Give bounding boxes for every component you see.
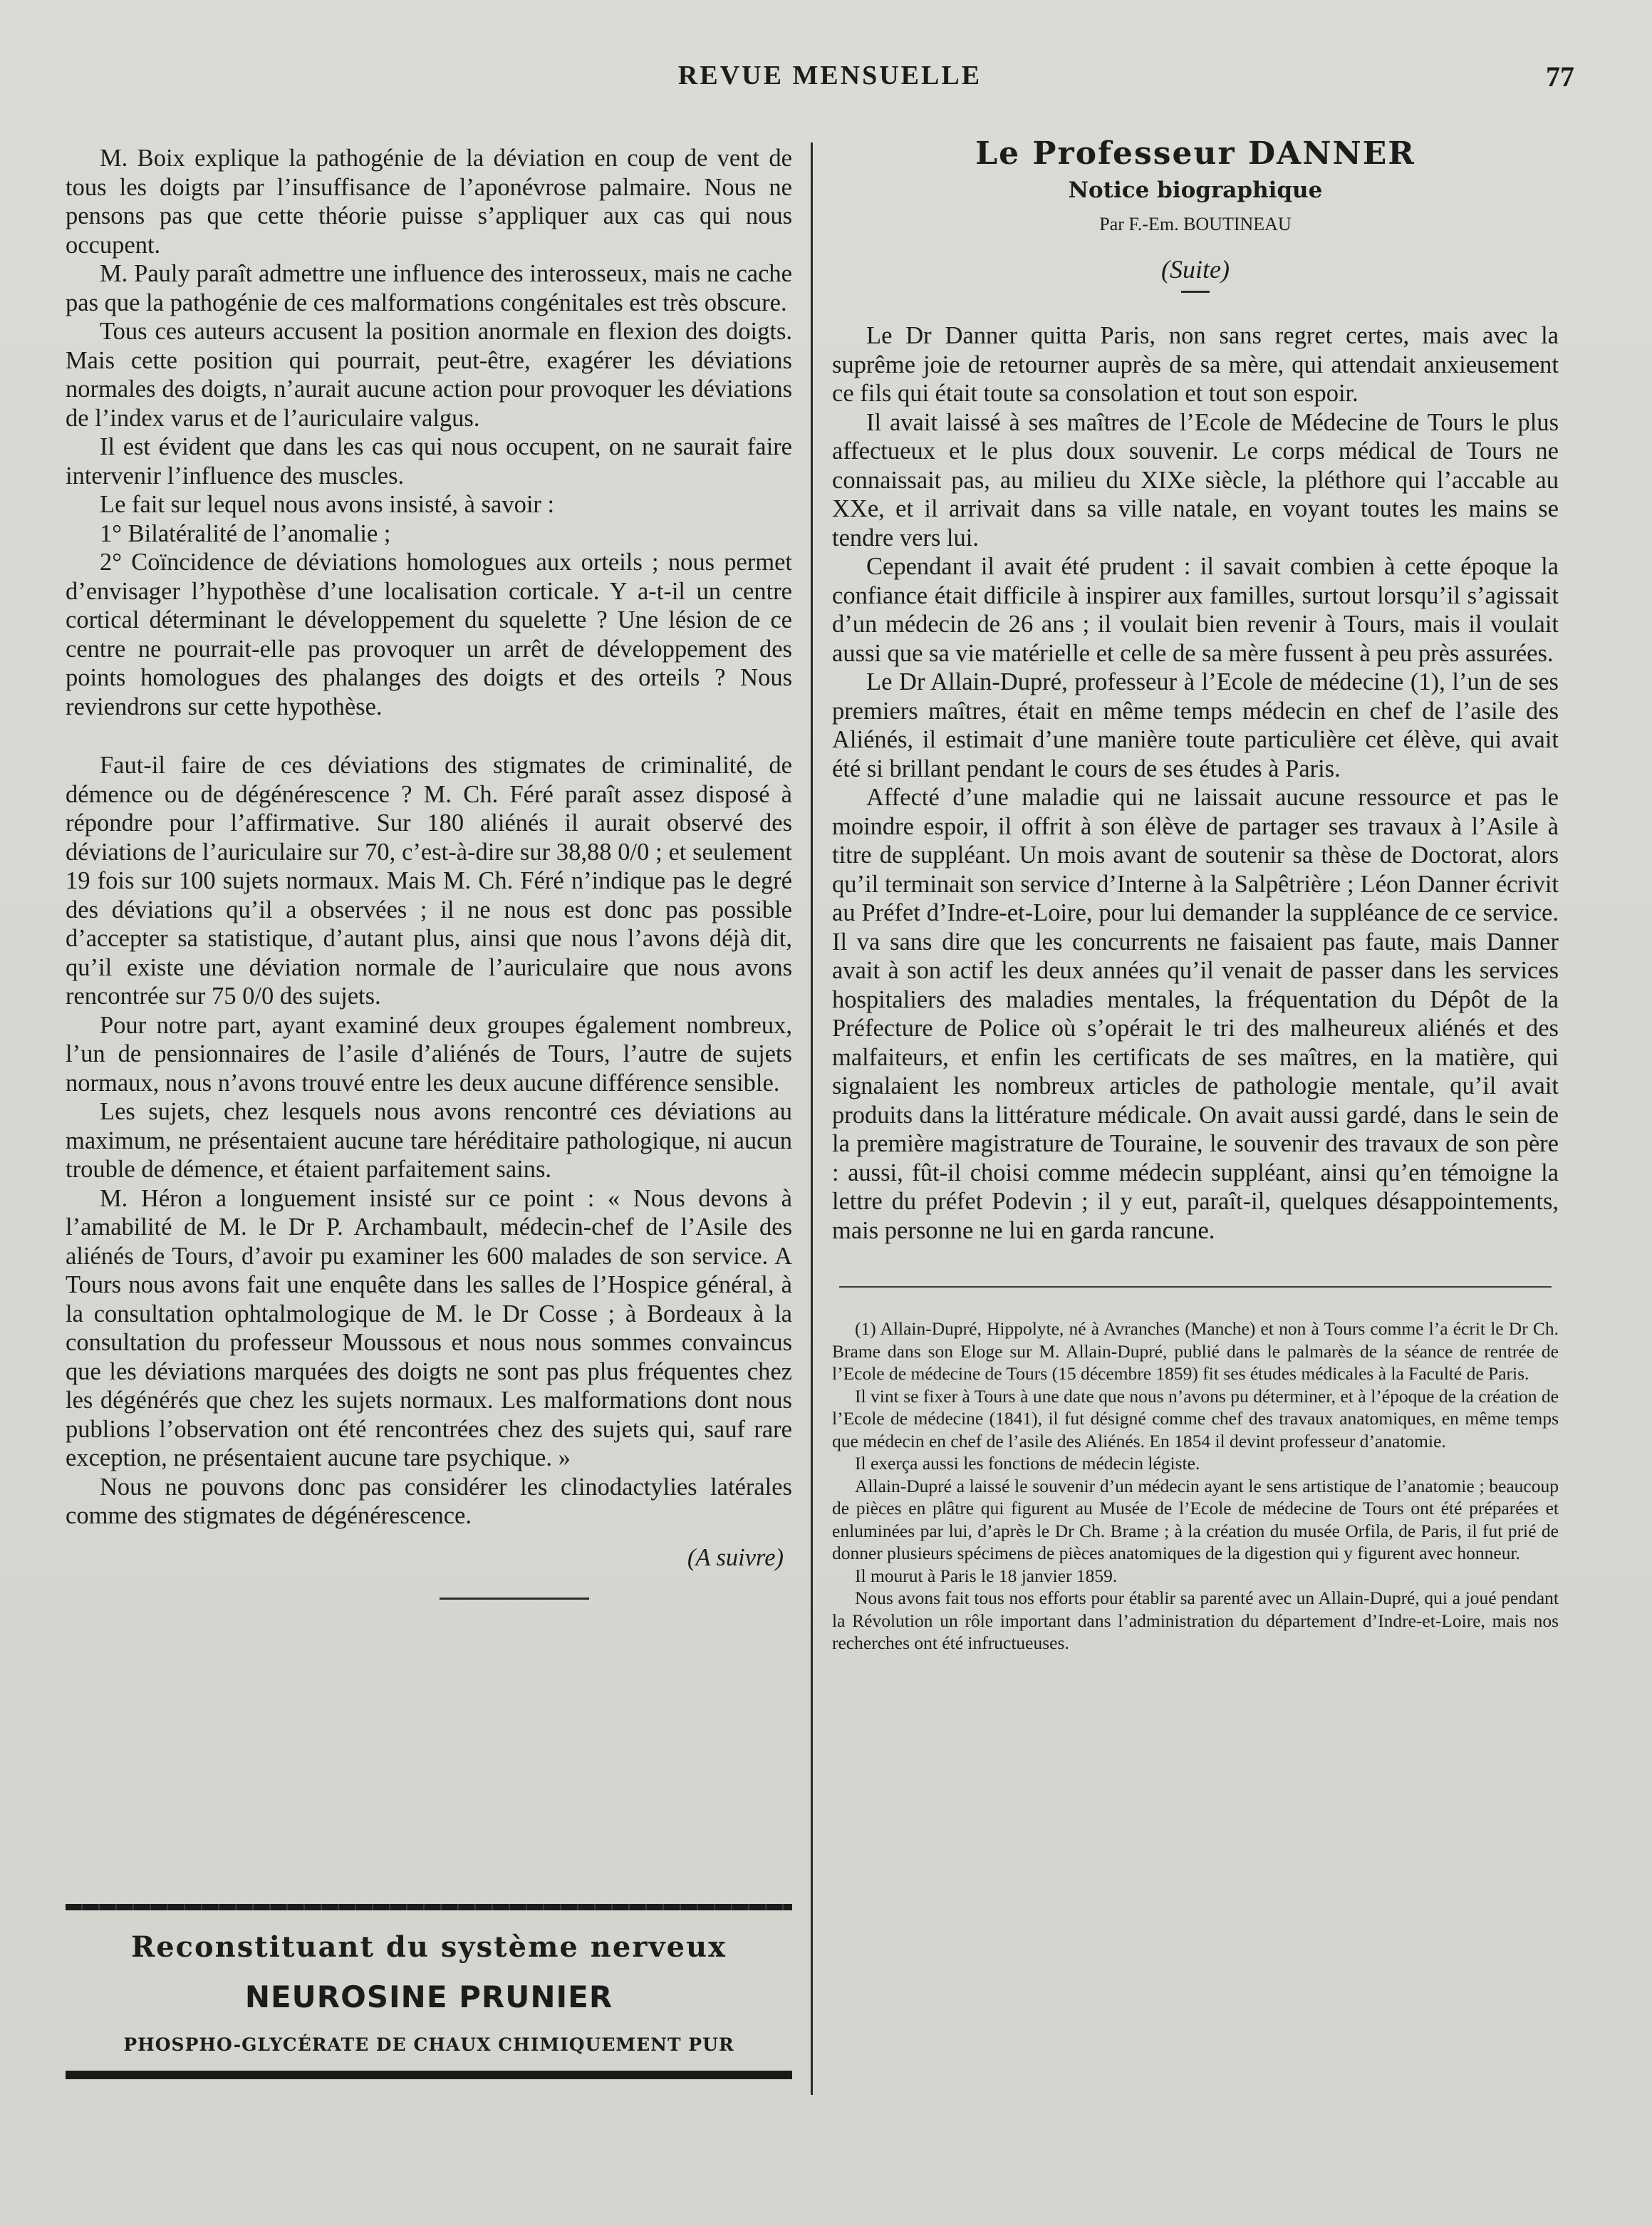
paragraph: Il avait laissé à ses maîtres de l’Ecole de Médecine de Tours le plus affectueux et le plus doux souvenir. Le corps médical de Tours ne connaissait pas, au milieu du XIXe siècle, la pléthore qui l’accable au XXe, et il arrivait dans sa ville natale, en voyant toutes les mains se tendre vers lui. bbox=[832, 408, 1559, 552]
footnote: Nous avons fait tous nos efforts pour établir sa parenté avec un Allain-Dupré, qui a joué pendant la Révolution un rôle important dans l’administration du département d’Indre-et-Loire, mais nos recherches ont été infructueuses. bbox=[832, 1588, 1559, 1653]
right-column bbox=[832, 135, 1559, 1655]
paragraph: Faut-il faire de ces déviations des stigmates de criminalité, de démence ou de dégénérescence ? M. Ch. Féré paraît assez disposé à répondre pour l’affirmative. Sur 180 aliénés il aurait observé des déviations de l’auriculaire sur 70, c’est-à-dire sur 38,88 0/0 ; et seulement 19 fois sur 100 sujets normaux. Mais M. Ch. Féré n’indique pas le degré des déviations qu’il a observées ; il ne nous est donc pas possible d’accepter sa statistique, d’autant plus, ainsi que nous l’avons déjà dit, qu’il existe une déviation normale de l’auriculaire que nous avons rencontrée sur 75 0/0 des sujets. bbox=[66, 752, 792, 1010]
paragraph: Le Dr Allain-Dupré, professeur à l’Ecole de médecine (1), l’un de ses premiers maîtres, était en même temps médecin en chef de l’asile des Aliénés, il estimait d’une manière toute particulière cet élève, qui avait été si brillant pendant le cours de ses études à Paris. bbox=[832, 668, 1559, 782]
footnote: (1) Allain-Dupré, Hippolyte, né à Avranches (Manche) et non à Tours comme l’a écrit le Dr Ch. Brame dans son Eloge sur M. Allain-Dupré, publié dans le palmarès de la séance de rentrée de l’Ecole de médecine de Tours (15 décembre 1859) fit ses études médicales à la Faculté de Paris. bbox=[832, 1318, 1559, 1384]
paragraph: Cependant il avait été prudent : il savait combien à cette époque la confiance était difficile à inspirer aux familles, surtout lorsqu’il s’agissait d’un médecin de 26 ans ; il voulait bien revenir à Tours, mais il voulait aussi que sa vie matérielle et celle de sa mère fussent à peu près assurées. bbox=[832, 553, 1559, 667]
paragraph: M. Boix explique la pathogénie de la déviation en coup de vent de tous les doigts par l’insuffisance de l’aponévrose palmaire. Nous ne pensons pas que cette théorie puisse s’appliquer aux cas qui nous occupent. bbox=[66, 145, 792, 259]
paragraph: Le Dr Danner quitta Paris, non sans regret certes, mais avec la suprême joie de retourner auprès de sa mère, qui attendait anxieusement ce fils qui était toute sa consolation et tout son espoir. bbox=[832, 322, 1559, 407]
paragraph: Le fait sur lequel nous avons insisté, à savoir : bbox=[100, 491, 555, 518]
footnote: Allain-Dupré a laissé le souvenir d’un médecin ayant le sens artistique de l’anatomie ; beaucoup de pièces en plâtre qui figurent au Musée de l’Ecole de médecine de Tours ont été préparées et enluminées par lui, d’après le Dr Ch. Brame ; à la création du musée Orfila, de Paris, il fut prié de donner plusieurs spécimens de pièces anatomiques de la digestion qui y figurent avec honneur. bbox=[832, 1475, 1559, 1563]
footnote: Il mourut à Paris le 18 janvier 1859. bbox=[855, 1565, 1118, 1586]
paragraph: Tous ces auteurs accusent la position anormale en flexion des doigts. Mais cette position qui pourrait, peut-être, exagérer les déviations normales des doigts, n’aurait aucune action pour provoquer les déviations de l’index varus et de l’auriculaire valgus. bbox=[66, 318, 792, 432]
advert-product-name: NEUROSINE PRUNIER bbox=[244, 1979, 613, 2014]
page-header bbox=[64, 60, 1596, 103]
paragraph: 2° Coïncidence de déviations homologues aux orteils ; nous permet d’envisager l’hypothèse d’une localisation corticale. Y a-t-il un centre cortical déterminant le développement du squelette ? Une lésion de ce centre ne pourrait-elle pas provoquer un arrêt de développement des points homologues des phalanges des doigts et des orteils ? Nous reviendrons sur cette hypothèse. bbox=[66, 549, 792, 720]
footnote: Il exerça aussi les fonctions de médecin légiste. bbox=[855, 1453, 1200, 1474]
article-subtitle: Notice biographique bbox=[1068, 177, 1323, 203]
left-column bbox=[66, 144, 792, 1600]
advertisement bbox=[66, 1904, 792, 2079]
paragraph: 1° Bilatéralité de l’anomalie ; bbox=[100, 519, 391, 547]
end-rule bbox=[440, 1598, 589, 1600]
footnotes bbox=[832, 1318, 1559, 1655]
footnote: Il vint se fixer à Tours à une date que nous n’avons pu déterminer, et à l’époque de la création de l’Ecole de médecine (1841), il fut désigné comme chef des travaux anatomiques, en même temps que médecin en chef de l’asile des Aliénés. En 1854 il devint professeur d’anatomie. bbox=[832, 1385, 1559, 1451]
paragraph: Les sujets, chez lesquels nous avons rencontré ces déviations au maximum, ne présentaient aucune tare héréditaire pathologique, ni aucun trouble de démence, et étaient parfaitement sains. bbox=[66, 1098, 792, 1183]
article-byline: Par F.-Em. BOUTINEAU bbox=[1099, 214, 1292, 234]
paragraph: Nous ne pouvons donc pas considérer les clinodactylies latérales comme des stigmates de dégénérescence. bbox=[66, 1473, 792, 1529]
advert-bottom-bar bbox=[66, 2071, 792, 2079]
advert-top-bar bbox=[66, 1904, 792, 1910]
paragraph: M. Pauly paraît admettre une influence des interosseux, mais ne cache pas que la pathogénie de ces malformations congénitales est très obscure. bbox=[66, 260, 792, 316]
column-divider bbox=[811, 143, 813, 2095]
suite-rule bbox=[1181, 291, 1210, 293]
section-gap bbox=[66, 721, 792, 751]
paragraph: Il est évident que dans les cas qui nous occupent, on ne saurait faire intervenir l’influence des muscles. bbox=[66, 433, 792, 490]
page-number: 77 bbox=[1546, 61, 1574, 93]
paragraph: Affecté d’une maladie qui ne laissait aucune ressource et pas le moindre espoir, il offrit à son élève de partager ses travaux à l’Asile à titre de suppléant. Un mois avant de soutenir sa thèse de Doctorat, alors qu’il terminait son service d’Interne à la Salpêtrière ; Léon Danner écrivit au Préfet d’Indre-et-Loire, pour lui demander la suppléance de ce service. Il va sans dire que les concurrents ne faisaient pas faute, mais Danner avait à son actif les deux années qu’il venait de passer dans les services hospitaliers des maladies mentales, la fréquentation du Dépôt de la Préfecture de Police où s’opérait le tri des malheureux aliénés et des malfaiteurs, et enfin les certificats de ses maîtres, en la matière, qui signalaient les nombreux articles de pathologie mentale, qu’il avait produits dans la littérature médicale. On avait aussi gardé, dans le sein de la première magistrature de Touraine, le souvenir des travaux de son père : aussi, fût-il choisi comme médecin suppléant, ainsi qu’en témoigne la lettre du préfet Podevin ; il y eut, paraît-il, quelques désappointements, mais personne ne lui en garda rancune. bbox=[832, 784, 1559, 1244]
footnote-rule bbox=[839, 1286, 1552, 1288]
paragraph: M. Héron a longuement insisté sur ce point : « Nous devons à l’amabilité de M. le Dr P. Archambault, médecin-chef de l’Asile des aliénés de Tours, d’avoir pu examiner les 600 malades de son service. A Tours nous avons fait une enquête dans les salles de l’Hospice général, à la consultation ophtalmologique de M. le Dr Cosse ; à Bordeaux à la consultation du professeur Moussous et nous nous sommes convaincus que les déviations marquées des doigts ne sont pas plus fréquentes chez les dégénérés que chez les sujets normaux. Les malformations dont nous publions l’observation ont été rencontrées chez des sujets qui, sauf rare exception, ne présentaient aucune tare psychique. » bbox=[66, 1184, 792, 1471]
running-title: REVUE MENSUELLE bbox=[677, 61, 982, 90]
article-suite: (Suite) bbox=[1161, 254, 1230, 284]
continued-note: (A suivre) bbox=[687, 1543, 784, 1571]
advert-description: PHOSPHO-GLYCÉRATE DE CHAUX CHIMIQUEMENT PUR bbox=[123, 2034, 734, 2055]
article-title: Le Professeur DANNER bbox=[975, 135, 1415, 172]
advert-tagline: Reconstituant du système nerveux bbox=[130, 1930, 727, 1964]
paragraph: Pour notre part, ayant examiné deux groupes également nombreux, l’un de pensionnaires de l’asile d’aliénés de Tours, l’autre de sujets normaux, nous n’avons trouvé entre les deux aucune différence sensible. bbox=[66, 1011, 792, 1097]
